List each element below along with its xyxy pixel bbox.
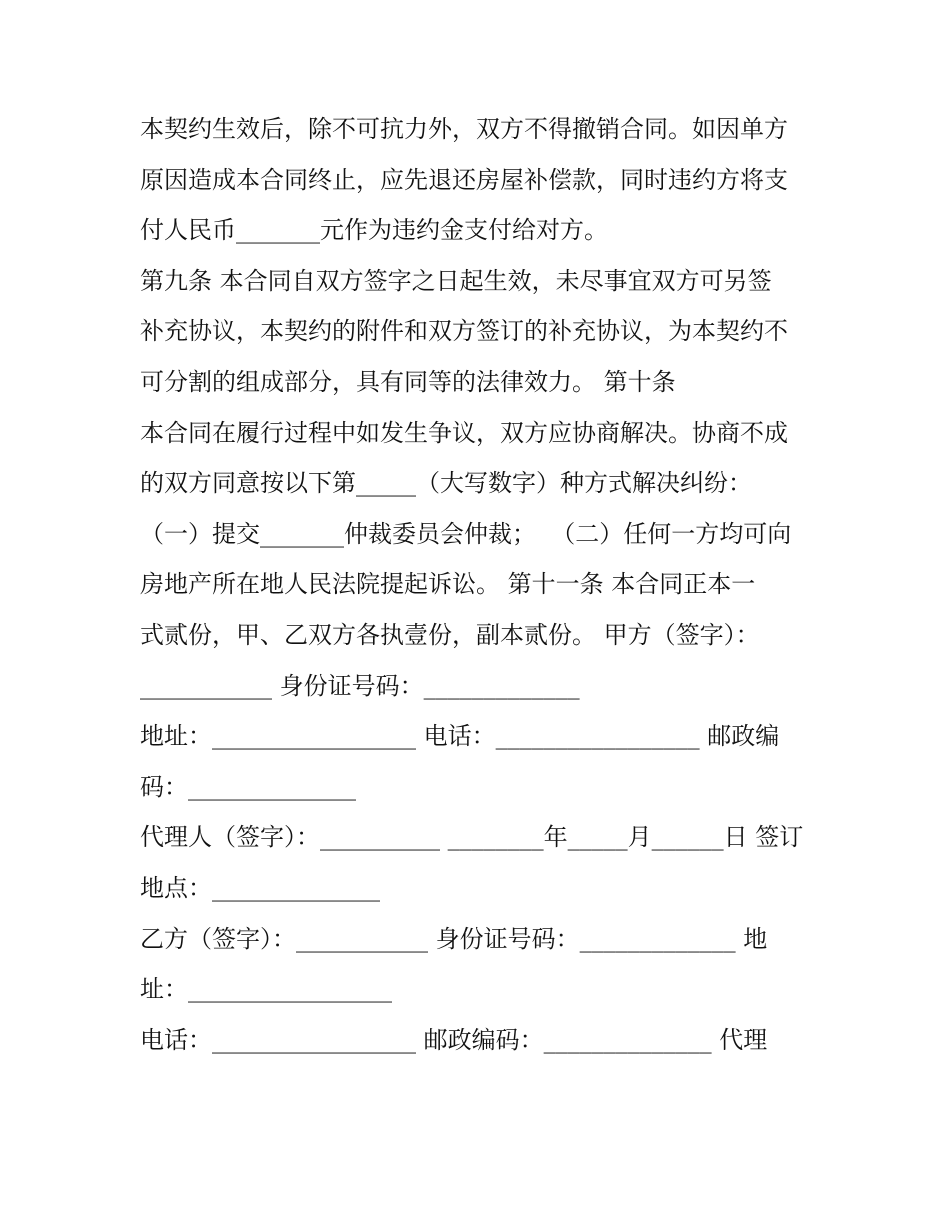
- text-line: 本契约生效后，除不可抗力外，双方不得撤销合同。如因单方: [140, 115, 788, 143]
- text-line: 地点：______________: [140, 873, 380, 902]
- text-line: 乙方（签字）：___________ 身份证号码：_____________ 地: [140, 924, 768, 953]
- text-line: （一）提交_______仲裁委员会仲裁； （二）任何一方均可向: [140, 519, 792, 548]
- text-line: 电话：_________________ 邮政编码：______________ 代理: [140, 1025, 768, 1054]
- text-line: 式贰份，甲、乙双方各执壹份，副本贰份。 甲方（签字）：: [140, 620, 760, 649]
- text-line: 第九条 本合同自双方签字之日起生效，未尽事宜双方可另签: [140, 266, 772, 295]
- text-line: 地址：_________________ 电话：_________________ 邮政编: [140, 722, 780, 751]
- text-line: 原因造成本合同终止，应先退还房屋补偿款，同时违约方将支: [140, 165, 788, 194]
- text-line: 代理人（签字）：__________ ________年_____月______日 签订: [140, 823, 804, 852]
- text-line: 房地产所在地人民法院提起诉讼。 第十一条 本合同正本一: [140, 570, 756, 599]
- text-line: 的双方同意按以下第_____（大写数字）种方式解决纠纷：: [140, 469, 752, 498]
- text-line: 可分割的组成部分，具有同等的法律效力。 第十条: [140, 367, 676, 396]
- text-line: 付人民币_______元作为违约金支付给对方。: [140, 216, 608, 245]
- contract-text-block: [140, 104, 820, 1065]
- text-line: ___________ 身份证号码：_____________: [140, 671, 580, 700]
- text-line: 码：______________: [140, 772, 356, 801]
- text-line: 补充协议，本契约的附件和双方签订的补充协议，为本契约不: [140, 317, 788, 346]
- text-line: 本合同在履行过程中如发生争议，双方应协商解决。协商不成: [140, 418, 788, 447]
- text-line: 址：_________________: [140, 975, 392, 1004]
